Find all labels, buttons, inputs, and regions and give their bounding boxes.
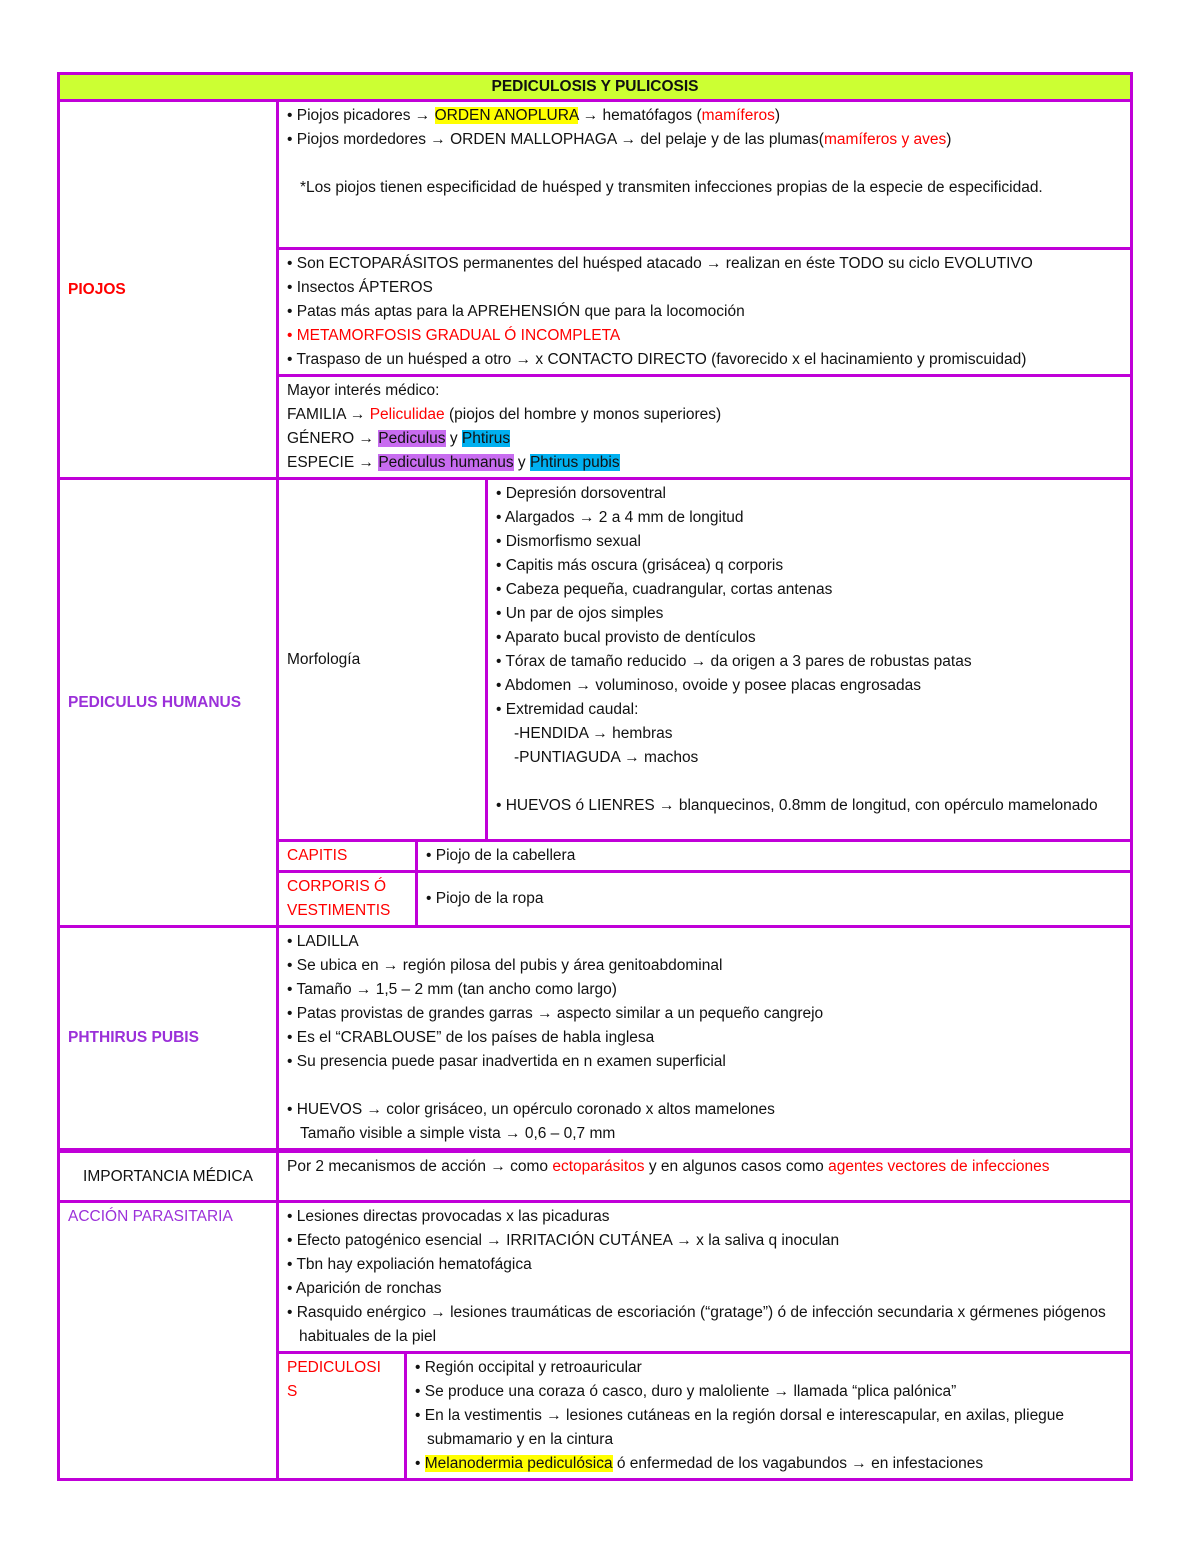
capitis-label: CAPITIS [287, 847, 348, 864]
list-item: • Depresión dorsoventral [496, 485, 666, 502]
melanodermia-item: • Melanodermia pediculósica ó enfermedad de los vagabundos → en infestaciones [415, 1455, 984, 1472]
accion-list-cell [278, 1202, 1132, 1353]
pediculosis-label-cell [278, 1353, 406, 1480]
especie-line: ESPECIE → Pediculus humanus y Phtirus pubis [287, 454, 620, 471]
list-item: • Tamaño → 1,5 – 2 mm (tan ancho como largo) [287, 981, 617, 998]
list-item: • Se produce una coraza ó casco, duro y maloliente → llamada “plica palónica” [415, 1383, 957, 1400]
accion-label: ACCIÓN PARASITARIA [68, 1208, 233, 1225]
list-item: • Región occipital y retroauricular [415, 1359, 642, 1376]
list-item: • Aparición de ronchas [287, 1280, 442, 1297]
list-item: • Patas provistas de grandes garras → aspecto similar a un pequeño cangrejo [287, 1005, 824, 1022]
list-item: • Efecto patogénico esencial → IRRITACIÓN CUTÁNEA → x la saliva q inoculan [287, 1232, 840, 1249]
capitis-label-cell [278, 841, 417, 872]
phthirus-label-cell [59, 927, 278, 1150]
list-item: • Patas más aptas para la APREHENSIÓN que para la locomoción [287, 303, 745, 320]
importancia-table [57, 1150, 1133, 1481]
phthirus-huevos: • HUEVOS → color grisáceo, un opérculo coronado x altos mamelones [287, 1101, 775, 1118]
list-item: • Tbn hay expoliación hematofágica [287, 1256, 532, 1273]
list-item: • Se ubica en → región pilosa del pubis y área genitoabdominal [287, 957, 723, 974]
piojos-label: PIOJOS [68, 280, 126, 298]
list-item: • METAMORFOSIS GRADUAL Ó INCOMPLETA [287, 327, 621, 344]
piojos-orden-cell [278, 101, 1132, 249]
piojos-caracteristicas-cell [278, 249, 1132, 376]
pediculus-label-cell [59, 479, 278, 927]
huevos-item: • HUEVOS ó LIENRES → blanquecinos, 0.8mm de longitud, con opérculo mamelonado [496, 797, 1098, 814]
pediculosis-label: PEDICULOSIS [287, 1359, 381, 1400]
caudal-hembras: -HENDIDA → hembras [514, 725, 673, 742]
table-title: PEDICULOSIS Y PULICOSIS [59, 74, 1132, 101]
capitis-text-cell [417, 841, 1132, 872]
list-item: • Su presencia puede pasar inadvertida en n examen superficial [287, 1053, 726, 1070]
interes-medico-line: Mayor interés médico: [287, 382, 440, 399]
corporis-label-cell [278, 872, 417, 927]
melanodermia-highlight: Melanodermia pediculósica [424, 1455, 613, 1472]
pediculosis-table [57, 72, 1133, 1151]
list-item: • En la vestimentis → lesiones cutáneas en la región dorsal e interescapular, en axilas, pliegue submamario y en la cintura [415, 1407, 1065, 1448]
list-item: • Cabeza pequeña, cuadrangular, cortas antenas [496, 581, 833, 598]
accion-label-cell [59, 1202, 278, 1480]
piojos-clasificacion-cell [278, 376, 1132, 479]
list-item: • Un par de ojos simples [496, 605, 664, 622]
piojos-label-cell [59, 101, 278, 479]
morfologia-label: Morfología [287, 650, 361, 668]
phthirus-label: PHTHIRUS PUBIS [68, 1029, 199, 1046]
phthirus-list-cell [278, 927, 1132, 1150]
pediculus-label: PEDICULUS HUMANUS [68, 693, 242, 711]
piojos-mordedores-line: • Piojos mordedores → ORDEN MALLOPHAGA → del pelaje y de las plumas(mamíferos y aves) [287, 131, 952, 148]
importancia-label: IMPORTANCIA MÉDICA [83, 1167, 253, 1185]
capitis-text: • Piojo de la cabellera [426, 847, 576, 864]
list-item: • Lesiones directas provocadas x las picaduras [287, 1208, 610, 1225]
genero-line: GÉNERO → Pediculus y Phtirus [287, 430, 511, 447]
list-item: • Son ECTOPARÁSITOS permanentes del huésped atacado → realizan en éste TODO su ciclo EVOLUTIVO [287, 255, 1033, 272]
list-item: • Dismorfismo sexual [496, 533, 641, 550]
list-item: • Traspaso de un huésped a otro → x CONTACTO DIRECTO (favorecido x el hacinamiento y promiscuidad) [287, 351, 1027, 368]
list-item: • Tórax de tamaño reducido → da origen a 3 pares de robustas patas [496, 653, 972, 670]
list-item: • Rasquido enérgico → lesiones traumáticas de escoriación (“gratage”) ó de infección secundaria x gérmenes piógenos habituales de la piel [287, 1304, 1106, 1345]
pediculosis-list-cell [406, 1353, 1132, 1480]
morfologia-list-cell [487, 479, 1132, 841]
caudal-machos: -PUNTIAGUDA → machos [514, 749, 699, 766]
importancia-text-cell: Por 2 mecanismos de acción → como ectoparásitos y en algunos casos como agentes vectores de infecciones [278, 1152, 1132, 1202]
list-item: • Insectos ÁPTEROS [287, 279, 433, 296]
piojos-note: *Los piojos tienen especificidad de huésped y transmiten infecciones propias de la especie de especificidad. [300, 179, 1043, 196]
list-item: • Extremidad caudal: [496, 701, 639, 718]
list-item: • Aparato bucal provisto de dentículos [496, 629, 756, 646]
morfologia-label-cell [278, 479, 487, 841]
list-item: • Abdomen → voluminoso, ovoide y posee placas engrosadas [496, 677, 922, 694]
piojos-picadores-line: • Piojos picadores → ORDEN ANOPLURA → hematófagos (mamíferos) [287, 107, 781, 124]
corporis-text: • Piojo de la ropa [426, 890, 544, 907]
orden-anoplura-highlight: ORDEN ANOPLURA [434, 107, 579, 124]
corporis-text-cell [417, 872, 1132, 927]
corporis-label: CORPORIS Ó VESTIMENTIS [287, 878, 391, 919]
list-item: • Alargados → 2 a 4 mm de longitud [496, 509, 744, 526]
list-item: • LADILLA [287, 933, 359, 950]
list-item: • Es el “CRABLOUSE” de los países de habla inglesa [287, 1029, 655, 1046]
importancia-label-cell [59, 1152, 278, 1202]
list-item: • Capitis más oscura (grisácea) q corporis [496, 557, 784, 574]
familia-line: FAMILIA → Peliculidae (piojos del hombre y monos superiores) [287, 406, 722, 423]
phthirus-tamano: Tamaño visible a simple vista → 0,6 – 0,7 mm [300, 1125, 616, 1142]
